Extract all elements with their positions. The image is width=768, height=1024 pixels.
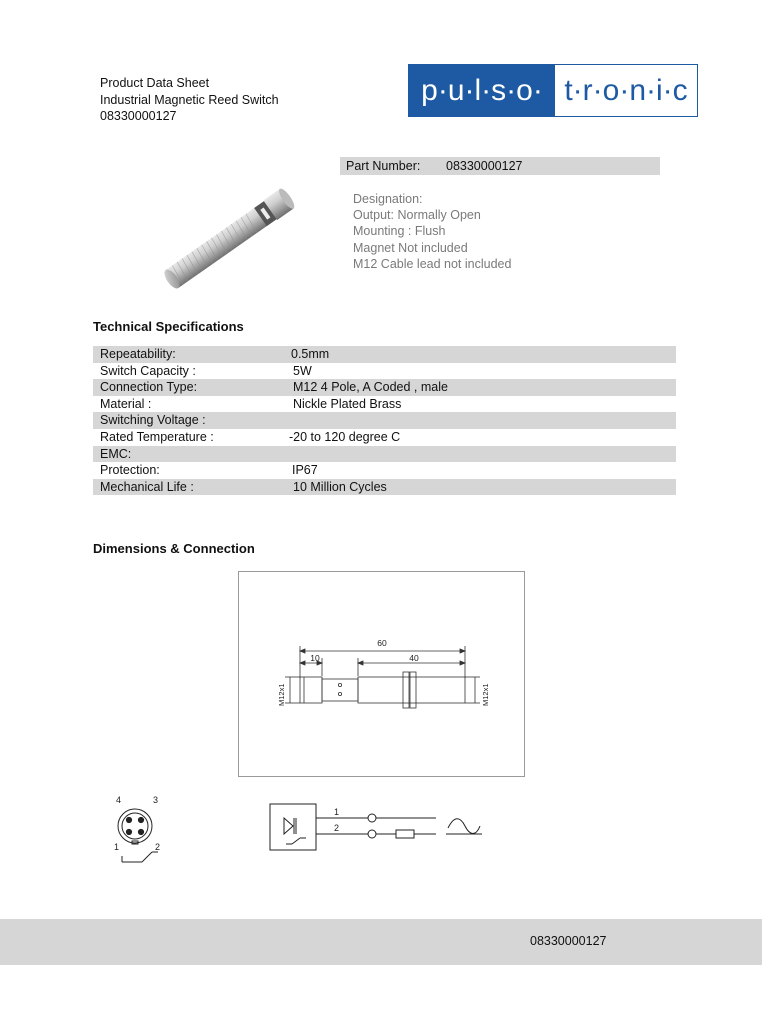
spec-value: 0.5mm (291, 347, 330, 361)
part-number-value: 08330000127 (446, 159, 523, 173)
spec-row-switching-voltage (93, 412, 676, 429)
pin-4-label: 4 (116, 795, 122, 805)
product-image (150, 175, 330, 300)
dim-head-length: 10 (310, 653, 320, 663)
spec-key: Switching Voltage : (100, 413, 206, 428)
wiring-diagram (266, 800, 496, 860)
spec-value: -20 to 120 degree C (289, 429, 401, 444)
spec-key: Protection: (100, 463, 160, 478)
spec-table (93, 346, 676, 495)
spec-key: Connection Type: (100, 380, 198, 395)
spec-value: 5W (293, 363, 312, 378)
designation-block (353, 191, 511, 272)
part-number-bar (340, 157, 660, 175)
dimension-drawing-svg (239, 572, 524, 776)
pin-1-label: 1 (114, 842, 120, 852)
spec-value: M12 4 Pole, A Coded , male (293, 380, 448, 395)
spec-row-material (93, 396, 676, 413)
pin-3-label: 3 (153, 795, 159, 805)
designation-cable: M12 Cable lead not included (353, 256, 512, 271)
spec-key: EMC: (100, 446, 132, 461)
designation-output: Output: Normally Open (353, 208, 481, 223)
dim-total-length: 60 (377, 638, 387, 648)
connector-pinout (108, 790, 178, 870)
designation-magnet: Magnet Not included (353, 240, 468, 255)
spec-row-mechanical-life (93, 479, 676, 496)
spec-key: Repeatability: (100, 347, 176, 361)
spec-key: Rated Temperature : (100, 429, 214, 444)
spec-value: 10 Million Cycles (293, 479, 387, 494)
tech-specs-title: Technical Specifications (93, 319, 244, 334)
spec-row-protection (93, 462, 676, 479)
document-header (100, 75, 279, 125)
spec-key: Material : (100, 396, 152, 411)
spec-row-switch-capacity (93, 363, 676, 380)
company-logo (408, 64, 698, 117)
designation-title: Designation: (353, 192, 423, 206)
pin-2-label: 2 (155, 842, 161, 852)
spec-row-repeatability (93, 346, 676, 363)
spec-value: IP67 (292, 463, 318, 478)
spec-row-rated-temperature (93, 429, 676, 446)
logo-right-part: t·r·o·n·i·c (555, 65, 697, 116)
spec-row-emc (93, 446, 676, 463)
header-part-number: 08330000127 (100, 109, 177, 123)
spec-key: Mechanical Life : (100, 479, 194, 494)
dimensions-title: Dimensions & Connection (93, 541, 255, 556)
part-number-label: Part Number: (346, 159, 421, 173)
dimension-drawing (238, 571, 525, 777)
footer-part-number: 08330000127 (530, 934, 607, 948)
header-doc-type: Product Data Sheet (100, 76, 210, 90)
dim-thread-left: M12x1 (277, 683, 286, 706)
designation-mounting: Mounting : Flush (353, 224, 446, 239)
dim-thread-length: 40 (409, 653, 419, 663)
wire-1-label: 1 (334, 807, 340, 817)
spec-row-connection-type (93, 379, 676, 396)
spec-value: Nickle Plated Brass (293, 396, 402, 411)
spec-key: Switch Capacity : (100, 363, 196, 378)
logo-left-part: p·u·l·s·o· (409, 65, 555, 116)
wire-2-label: 2 (334, 823, 340, 833)
header-product-name: Industrial Magnetic Reed Switch (100, 92, 279, 107)
footer-bar (0, 919, 762, 965)
dim-thread-right: M12x1 (481, 683, 490, 706)
